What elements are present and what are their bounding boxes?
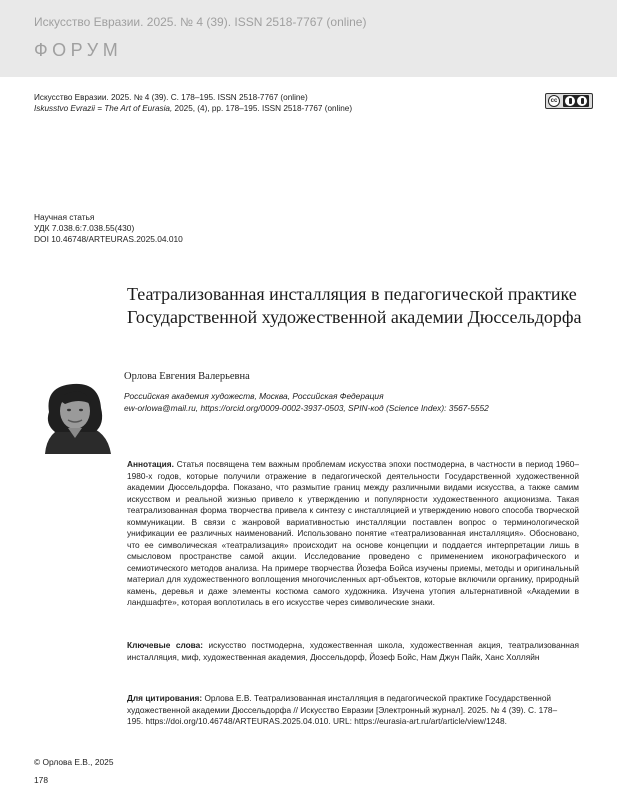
citation-header-line-en: [34, 103, 352, 114]
udk-code: УДК 7.038.6:7.038.55(430): [34, 223, 135, 233]
section-name: ФОРУМ: [34, 40, 123, 60]
cc-icon: cc: [548, 95, 560, 107]
keywords-text: искусство постмодерна, художественная школа, художественная акция, театрализованная инсталляция, миф, художественная академия, Дюссельдорф, Йозеф Бойс, Нам Джун Пайк, Ханс Холляйн: [127, 640, 579, 662]
author-portrait-icon: [35, 378, 119, 454]
keywords-label: Ключевые слова:: [127, 640, 204, 650]
author-name: Орлова Евгения Валерьевна: [124, 371, 250, 382]
copyright-notice: © Орлова Е.В., 2025: [34, 757, 114, 767]
author-photo: [35, 378, 119, 454]
citation-header: [34, 92, 352, 114]
citation-header-en-italic: Iskusstvo Evrazii = The Art of Eurasia,: [34, 104, 173, 113]
cc-license-badge[interactable]: [545, 93, 593, 109]
author-affiliation: [124, 391, 489, 414]
author-contacts[interactable]: ew-orlowa@mail.ru, https://orcid.org/0009-0002-3937-0503, SPIN-код (Science Index): 3567-5552: [124, 402, 489, 413]
article-title: Театрализованная инсталляция в педагогической практике Государственной художественной академии Дюссельдорфа: [127, 284, 582, 327]
license-icons: [563, 95, 589, 107]
citation-header-line-ru: Искусство Евразии. 2025. № 4 (39). С. 178–195. ISSN 2518-7767 (online): [34, 93, 308, 102]
by-icon: [565, 96, 575, 106]
keywords: [127, 640, 579, 663]
article-type: Научная статья: [34, 212, 95, 222]
citation-block: [127, 693, 572, 728]
abstract-text: Статья посвящена тем важным проблемам искусства эпохи постмодерна, в частности в период 1960–1980-х годов, которые получили отражение в педагогической деятельности Государственной художественной академии Дюссельдорфа. Показано, что размытие границ между различными видами искусства, а также самим искусством и реальной жизнью привело к утверждению и популярности художественного акционизма. Такая театрализованная форма творчества привела к синтезу с инсталляцией и утверждению нового способа творческой коммуникации. В связи с жанровой вариативностью инсталляции поставлен вопрос о терминологической унификации ее различных наименований. Использовано понятие «театрализованная инсталляция». Обосновано, что ее символическая «театрализация» происходит на основе концепции и поддается интерпретации лишь в смысловом пространстве самой акции. Исследование проведено с применением иконографического и семиотического методов анализа. На примере творчества Йозефа Бойса изучены приемы, методы и оригинальный материал для художественного воплощения многочисленных арт-объектов, которые включили органику, природный камень, деревья и даже элементы костюма самого художника. Изучена утопия альтернативной «Академии в ландшафте», которая воплотилась в его искусстве через символические знаки.: [127, 459, 579, 607]
citation-label: Для цитирования:: [127, 693, 203, 703]
citation-header-en-rest: 2025, (4), pp. 178–195. ISSN 2518-7767 (online): [172, 104, 353, 113]
citation-text: Орлова Е.В. Театрализованная инсталляция в педагогической практике Государственной художественной академии Дюссельдорфа // Искусство Евразии [Электронный журнал]. 2025. № 4 (39). С. 178–195. https://doi.org/10.46748/ARTEURAS.2025.04.010. URL: https://eurasia-art.ru/art/article/view/1248.: [127, 693, 558, 726]
sa-icon: [577, 96, 587, 106]
article-meta: [34, 212, 183, 245]
abstract-label: Аннотация.: [127, 459, 174, 469]
journal-header-line: Искусство Евразии. 2025. № 4 (39). ISSN 2518-7767 (online): [34, 15, 367, 29]
affiliation-line: Российская академия художеств, Москва, Российская Федерация: [124, 391, 384, 401]
abstract: [127, 459, 579, 609]
journal-header-bar: [0, 0, 617, 77]
doi[interactable]: DOI 10.46748/ARTEURAS.2025.04.010: [34, 234, 183, 244]
page-number: 178: [34, 775, 48, 785]
